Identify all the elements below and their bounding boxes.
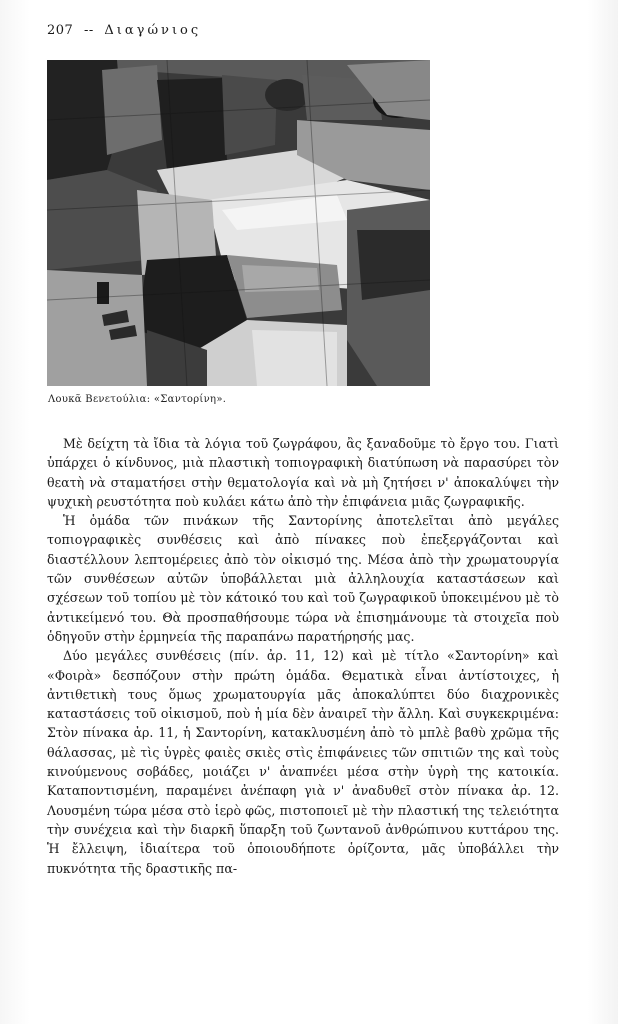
paragraph-3: Δύο μεγάλες συνθέσεις (πίν. ἀρ. 11, 12) καὶ μὲ τίτλο «Σαντορίνη» καὶ «Φοιρὰ» δεσπόζουν στὴν πρώτη ὁμάδα. Θεματικὰ εἶναι ἀντίστοιχες, ἡ ἀντιθετικὴ τους ὅμως χρωματουργία μᾶς ἀποκαλύπτει δύο διαχρονικὲς καταστάσεις τοῦ οἰκισμοῦ, ποὺ ἡ μία δὲν ἀναιρεῖ τὴν ἄλλη. Καὶ συγκεκριμένα: Στὸν πίνακα ἀρ. 11, ἡ Σαντορίνη, κατακλυσμένη ἀπὸ τὸ μπλὲ βαθὺ χρῶμα τῆς θάλασσας, μὲ τὶς ὑγρὲς φαιὲς σκιὲς στὶς ἐπιφάνειες τῶν σπιτιῶν της καὶ τοὺς κινούμενους σοβάδες, μοιάζει ν' ἀναπνέει μέσα στὴν ὑγρὴ της κατοικία. Καταποντισμένη, παραμένει ἀνέπαφη γιὰ ν' ἀναδυθεῖ στὸν πίνακα ἀρ. 12. Λουσμένη τώρα μέσα στὸ ἱερὸ φῶς, πιστοποιεῖ μὲ τὴν πλαστική της τελειότητα τὴν συνέχεια καὶ τὴν διαρκῆ ὕπαρξη τοῦ ζωντανοῦ ἀνθρώπινου κυττάρου της. Ἡ ἔλλειψη, ἰδιαίτερα τοῦ ὁποιουδήποτε ὁρίζοντα, μᾶς ὑποβάλλει τὴν πυκνότητα τῆς δραστικῆς πα- (47, 648, 559, 876)
header-separator: -- (83, 23, 94, 38)
paragraph-1: Μὲ δείχτη τὰ ἴδια τὰ λόγια τοῦ ζωγράφου, ἂς ξαναδοῦμε τὸ ἔργο του. Γιατὶ ὑπάρχει ὁ κίνδυνος, μιὰ πλαστικὴ τοπιογραφικὴ διατύπωση νὰ παρασύρει τὸν θεατὴ νὰ σταματήσει στὴν θεματολογία καὶ νὰ μὴ ζητήσει ν' ἀποκαλύψει τὴν ψυχικὴ ρευστότητα ποὺ κυλάει κάτω ἀπὸ τὴν ἐπιφάνεια μιᾶς ζωγραφικῆς. (47, 436, 559, 509)
painting-reproduction (47, 60, 430, 386)
paragraph-2: Ἡ ὁμάδα τῶν πινάκων τῆς Σαντορίνης ἀποτελεῖται ἀπὸ μεγάλες τοπιογραφικὲς συνθέσεις καὶ ἀπὸ πίνακες ποὺ ἐπεξεργάζονται καὶ διαστέλλουν λεπτομέρειες ἀπὸ τὸν οἰκισμό της. Μέσα ἀπὸ τὴν χρωματουργία τῶν συνθέσεων αὐτῶν ὑποβάλλεται μιὰ ἀλληλουχία καταστάσεων καὶ σχέσεων τοῦ τοπίου μὲ τὸν κάτοικό του καὶ τοῦ ζωγραφικοῦ ὑποκειμένου μὲ τὸ ἀντικείμενό του. Θὰ προσπαθήσουμε τώρα νὰ ἐπισημάνουμε τὰ στοιχεῖα ποὺ ὁδηγοῦν στὴν ἑρμηνεία τῆς παραπάνω παρατήρησής μας. (47, 513, 559, 644)
running-title: Διαγώνιος (104, 23, 202, 38)
running-header (47, 23, 201, 38)
page-number: 207 (47, 23, 74, 38)
article-body (47, 434, 559, 878)
figure-caption: Λουκᾶ Βενετούλια: «Σαντορίνη». (48, 394, 227, 405)
painting-image (47, 60, 430, 386)
